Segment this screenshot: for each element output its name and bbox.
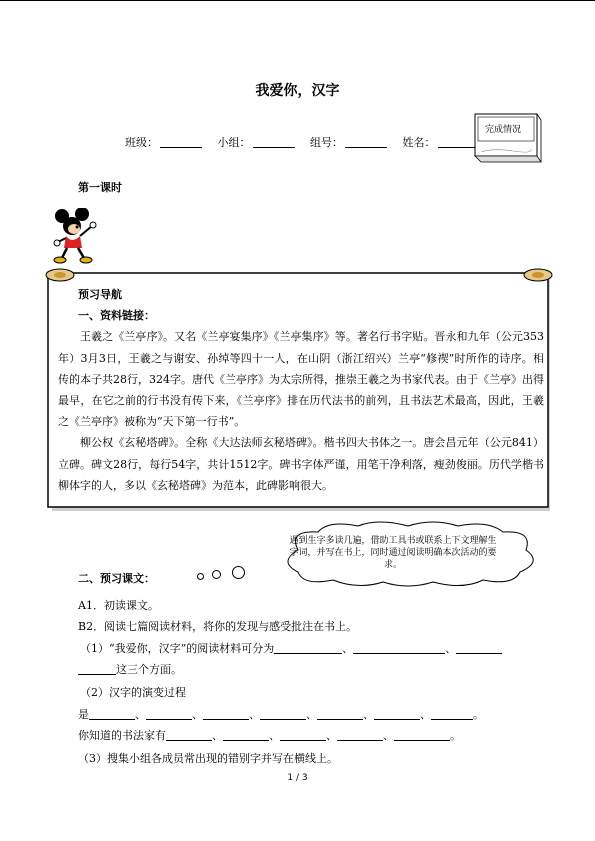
calligrapher-blank-5[interactable]: [394, 728, 450, 741]
task-a1: A1．初读课文。: [78, 599, 159, 612]
cloud-tip: 遇到生字多读几遍，借助工具书或联系上下文理解生字词，并写在书上，同时通过阅读明确本次活动的要求。: [289, 536, 497, 570]
number-blank[interactable]: [345, 135, 387, 148]
q1-blank-3-part1[interactable]: [456, 641, 502, 654]
name-label: 姓名：: [402, 136, 436, 149]
number-label: 组号：: [310, 136, 343, 149]
student-info-row: [125, 134, 492, 150]
question-1-line1: （1）“我爱你，汉字”的阅读材料可分为 、 、: [80, 640, 502, 656]
question-2-calligraphers: 你知道的书法家有 、 、 、 、 。: [78, 729, 461, 742]
question-1-line2: 这三个方面。: [78, 661, 182, 677]
class-label: 班级：: [125, 136, 158, 149]
calligrapher-blank-2[interactable]: [223, 728, 269, 741]
page-title: 我爱你，汉字: [255, 83, 340, 99]
q1-blank-2[interactable]: [353, 641, 445, 654]
q2-blank-4[interactable]: [260, 707, 306, 720]
q2-blank-2[interactable]: [146, 707, 192, 720]
calligrapher-blank-3[interactable]: [280, 728, 326, 741]
mickey-mouse-icon: [52, 208, 100, 264]
xuanmi-paragraph: 柳公权《玄秘塔碑》。全称《大达法师玄秘塔碑》。楷书四大书体之一。唐会昌元年（公元841）立碑。碑文28行，每行54字，共计1512字。碑书字体严谨，用笔干净利落，瘦劲俊丽。历代学楷书柳体字的人，多以《玄秘塔碑》为范本，此碑影响很大。: [58, 436, 544, 492]
preview-guide-heading: 预习导航: [78, 288, 122, 301]
question-2-evolution: 是 、 、 、 、 、 、 。: [78, 708, 484, 721]
q2-blank-6[interactable]: [374, 707, 420, 720]
q1-blank-3-part2[interactable]: [78, 662, 116, 675]
page-number: 1 / 3: [287, 773, 308, 783]
group-label: 小组：: [217, 136, 251, 149]
calligrapher-blank-4[interactable]: [337, 728, 383, 741]
q2-blank-1[interactable]: [89, 707, 135, 720]
bubble-dot-small: [197, 573, 204, 580]
lanting-paragraph: 王羲之《兰亭序》。又名《兰亭宴集序》《兰亭集序》等。著名行书字贴。晋永和九年（公元353年）3月3日，王羲之与谢安、孙绰等四十一人，在山阴（浙江绍兴）兰亭“修禊”时所作的诗序。相传的本子共28行，324字。唐代《兰亭序》为太宗所得，推崇王羲之为书家代表。由于《兰亭》出得最早，在它之前的行书没有传下来，《兰亭序》排在历代法书的前列，且书法艺术最高，因此，王羲之《兰亭序》被称为“天下第一行书”。: [58, 330, 544, 429]
question-3: （3）搜集小组各成员常出现的错别字并写在横线上。: [78, 752, 338, 765]
q2-blank-5[interactable]: [317, 707, 363, 720]
group-blank[interactable]: [253, 135, 295, 148]
completion-badge-icon: [473, 112, 543, 164]
preview-guide-content: [58, 284, 544, 496]
completion-badge-label: 完成情况: [485, 125, 522, 135]
lesson-heading: 第一课时: [78, 181, 122, 194]
class-blank[interactable]: [160, 135, 202, 148]
section2-heading: 二、预习课文：: [78, 572, 155, 585]
bubble-dot-medium: [212, 570, 221, 579]
q2-blank-3[interactable]: [203, 707, 249, 720]
header-rule: [0, 0, 595, 1]
calligrapher-blank-1[interactable]: [166, 728, 212, 741]
bubble-dot-large: [232, 566, 245, 579]
q1-blank-1[interactable]: [274, 641, 342, 654]
question-2: （2）汉字的演变过程: [80, 686, 186, 699]
task-b2: B2．阅读七篇阅读材料，将你的发现与感受批注在书上。: [78, 620, 358, 633]
q2-blank-7[interactable]: [431, 707, 473, 720]
resource-link-heading: 一、资料链接：: [78, 309, 155, 323]
